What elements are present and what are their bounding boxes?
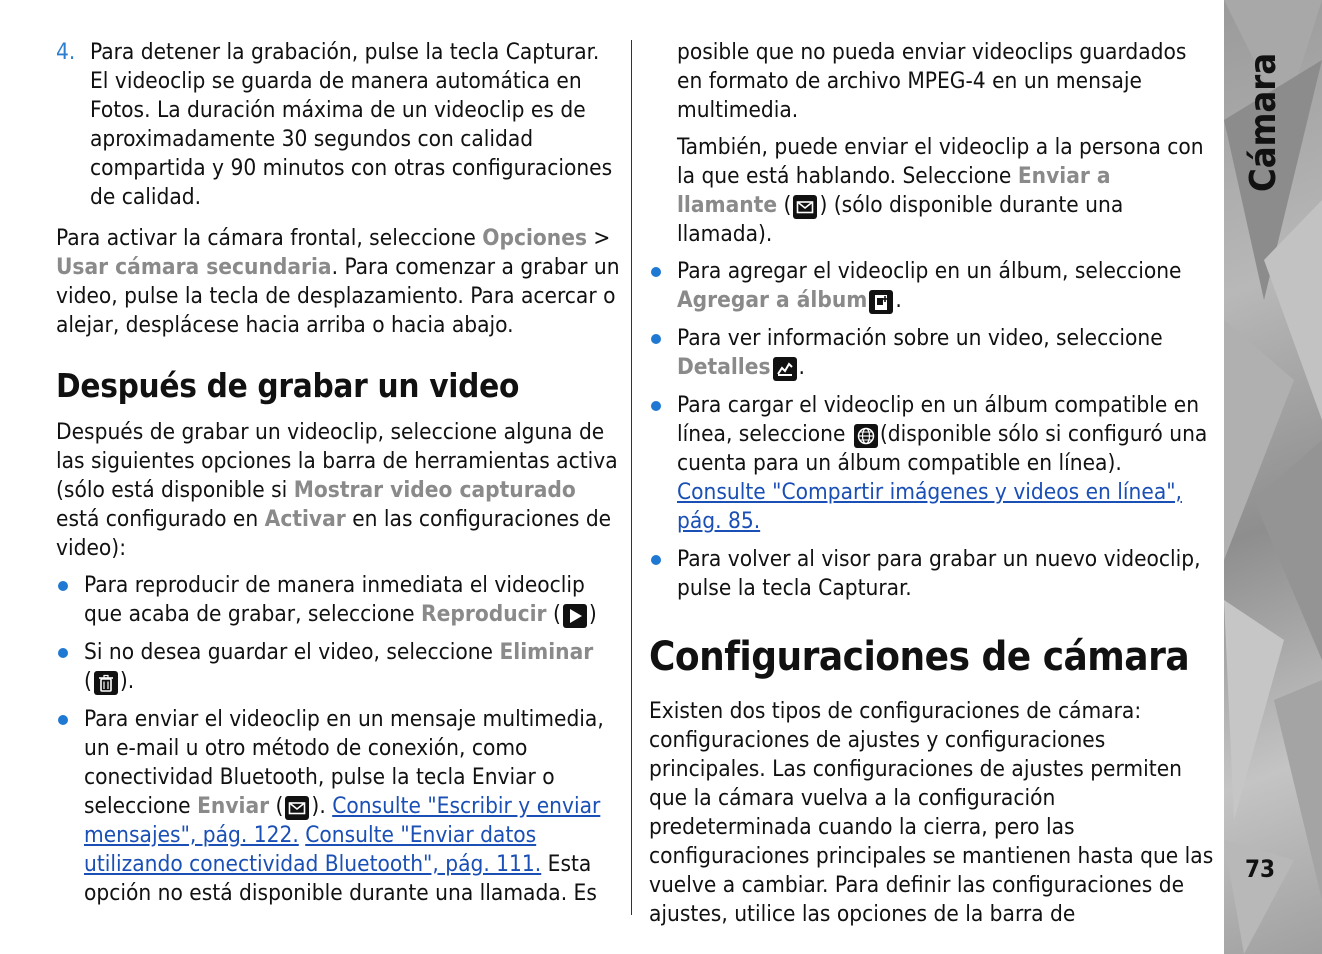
envelope-icon (793, 195, 817, 219)
text: ( (546, 601, 561, 627)
list-item-enviar (56, 705, 621, 908)
text: Para cargar el videoclip en un álbum compatible en línea, seleccione (677, 392, 1200, 447)
command-reproducir: Reproducir (421, 601, 547, 627)
step-number: 4. (56, 39, 76, 65)
text: está configurado en (56, 506, 265, 532)
album-add-icon (869, 290, 893, 314)
trash-icon (94, 671, 118, 695)
link-compartir-imagenes-videos[interactable]: Consulte "Compartir imágenes y videos en línea", pág. 85. (677, 479, 1182, 534)
text: . (895, 287, 902, 313)
front-camera-paragraph (56, 224, 621, 340)
text: ). (311, 793, 333, 819)
command-mostrar-video: Mostrar video capturado (293, 477, 576, 503)
text: Para reproducir de manera inmediata el videoclip que acaba de grabar, seleccione (84, 572, 585, 627)
command-activar: Activar (264, 506, 346, 532)
text: . Para comenzar a grabar un video, pulse la tecla de desplazamiento. Para acercar o alejar, desplácese hacia arriba o hacia abajo. (56, 254, 620, 338)
text: También, puede enviar el videoclip a la persona con la que está hablando. Seleccione (677, 134, 1204, 189)
text: Si no desea guardar el video, seleccione (84, 639, 500, 665)
enviar-llamante-paragraph (649, 133, 1214, 249)
command-eliminar: Eliminar (499, 639, 594, 665)
text: > (587, 225, 611, 251)
chapter-title: Cámara (1243, 52, 1284, 192)
globe-icon (854, 424, 878, 448)
link-escribir-enviar-mensajes[interactable]: Consulte "Escribir y enviar mensajes", pág. 122. (84, 793, 601, 848)
text: ( (269, 793, 284, 819)
command-detalles: Detalles (677, 354, 771, 380)
command-enviar-a-llamante: Enviar a llamante (677, 163, 1111, 218)
column-divider (631, 40, 632, 915)
envelope-icon (285, 796, 309, 820)
text: Para enviar el videoclip en un mensaje multimedia, un e-mail u otro método de conexión, como conectividad Bluetooth, pulse la tecla Enviar o seleccione (84, 706, 604, 819)
text: . (798, 354, 805, 380)
text: ( (84, 668, 92, 694)
list-item-agregar-album (649, 257, 1214, 315)
right-column (649, 38, 1214, 937)
list-item-reproducir (56, 571, 621, 629)
text: ( (777, 192, 792, 218)
text: ) (588, 601, 597, 627)
camera-settings-paragraph: Existen dos tipos de configuraciones de cámara: configuraciones de ajustes y configuraciones principales. Las configuraciones de ajustes permiten que la cámara vuelva a la configuración predeterminada cuando la cierra, pero las configuraciones principales se mantienen hasta que las vuelve a cambiar. Para definir las configuraciones de ajustes, utilice las opciones de la barra de (649, 698, 1214, 927)
text: ). (119, 668, 135, 694)
text: en las configuraciones de video): (56, 506, 612, 561)
text: Después de grabar un videoclip, seleccione alguna de las siguientes opciones la barra de herramientas activa (sólo está disponible si (56, 419, 618, 503)
left-column (56, 38, 621, 917)
command-usar-camara-secundaria: Usar cámara secundaria (56, 254, 332, 280)
list-item-volver-visor (649, 545, 1214, 603)
details-icon (773, 357, 797, 381)
step-text: Para detener la grabación, pulse la tecla Capturar. El videoclip se guarda de manera automática en Fotos. La duración máxima de un videoclip es de aproximadamente 30 segundos con calidad compartida y 90 minutos con otras configuraciones de calidad. (90, 39, 613, 210)
options-list-continued (649, 257, 1214, 603)
step-4 (56, 38, 621, 212)
text: ) (sólo disponible durante una llamada). (677, 192, 1124, 247)
text: Para agregar el videoclip en un álbum, seleccione (677, 258, 1182, 284)
page-number: 73 (1245, 855, 1276, 883)
section-heading-camera-settings: Configuraciones de cámara (649, 634, 1190, 680)
text: (disponible sólo si configuró una cuenta para un álbum compatible en línea). (677, 421, 1208, 476)
options-list (56, 571, 621, 908)
command-agregar-a-album: Agregar a álbum (677, 287, 868, 313)
command-enviar: Enviar (197, 793, 270, 819)
command-opciones: Opciones (482, 225, 587, 251)
continued-paragraph: posible que no pueda enviar videoclips guardados en formato de archivo MPEG-4 en un mensaje multimedia. (677, 39, 1187, 123)
text: Para activar la cámara frontal, seleccione (56, 225, 483, 251)
list-item-cargar-album-en-linea (649, 391, 1214, 536)
link-enviar-datos-bluetooth[interactable]: Consulte "Enviar datos utilizando conectividad Bluetooth", pág. 111. (84, 822, 542, 877)
play-icon (563, 604, 587, 628)
text: Esta opción no está disponible durante una llamada. Es (84, 851, 597, 906)
text: Para volver al visor para grabar un nuevo videoclip, pulse la tecla Capturar. (677, 546, 1201, 601)
list-item-eliminar (56, 638, 621, 696)
after-recording-paragraph (56, 418, 621, 563)
text: Para ver información sobre un video, seleccione (677, 325, 1163, 351)
list-item-detalles (649, 324, 1214, 382)
section-heading-after-recording: Después de grabar un video (56, 366, 520, 405)
